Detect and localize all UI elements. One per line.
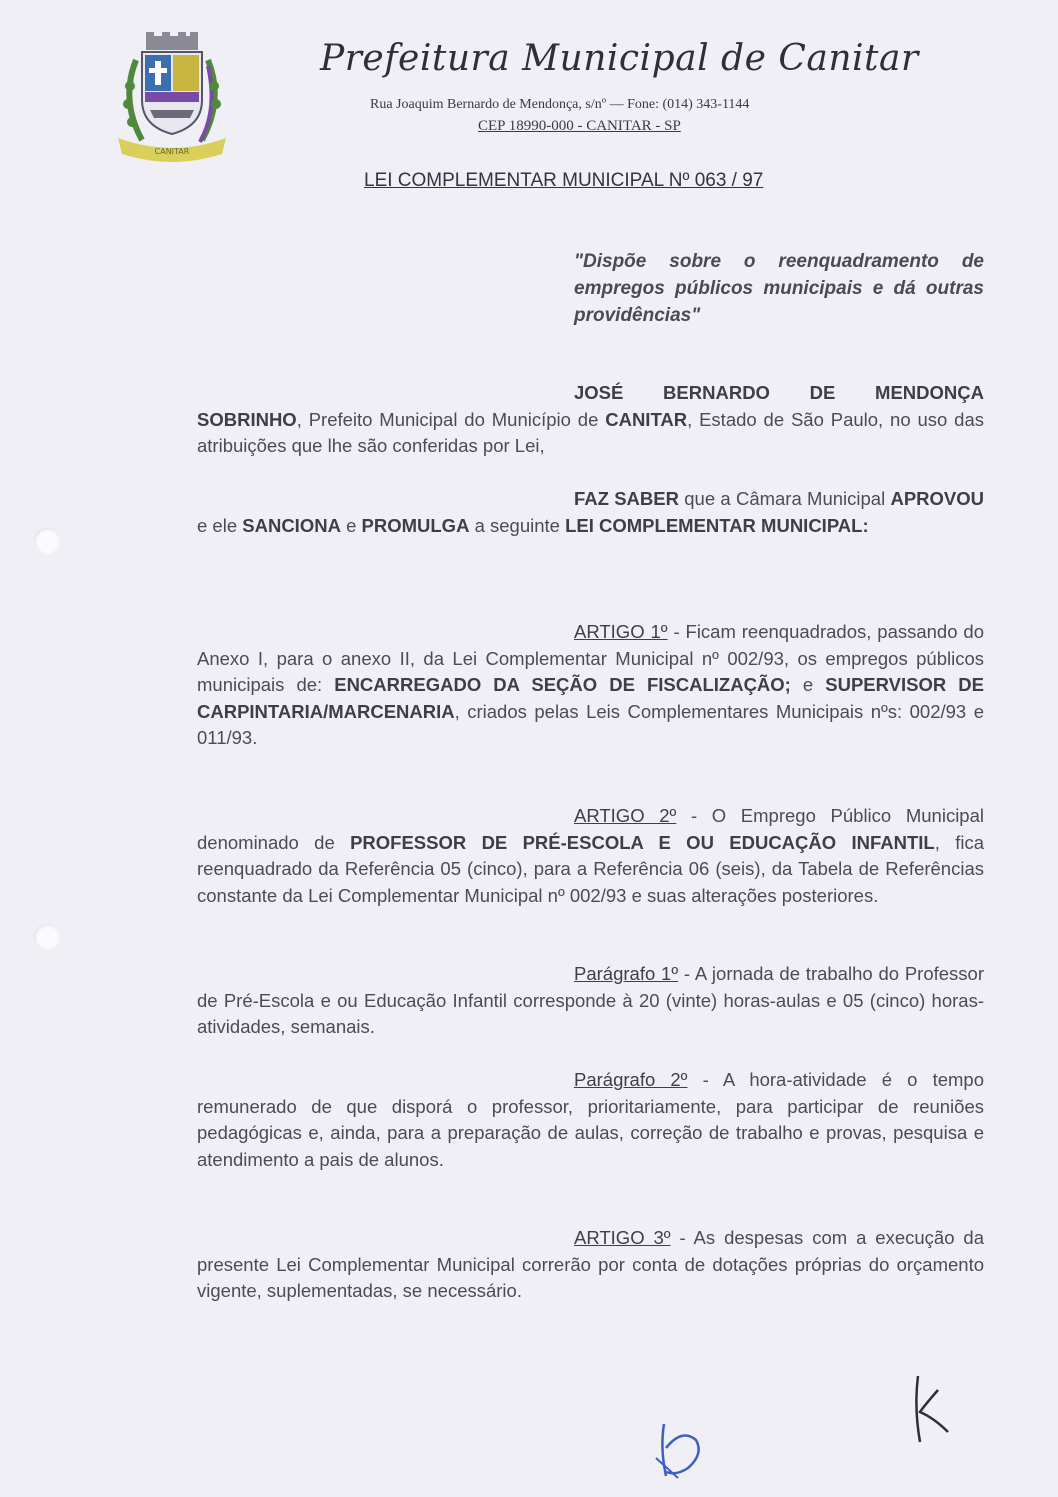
article-1 xyxy=(197,619,984,752)
org-name: Prefeitura Municipal de Canitar xyxy=(320,38,919,79)
paragraph-2-label: Parágrafo 2º xyxy=(574,1069,688,1090)
article-3-text: - As despesas com a execução da presente Lei Complementar Municipal correrão por conta de dotações próprias do orçamento vigente, suplementadas, se necessário. xyxy=(197,1227,984,1301)
article-3-label: ARTIGO 3º xyxy=(574,1227,671,1248)
article-1-text: e xyxy=(790,674,826,695)
punch-hole xyxy=(34,924,60,950)
article-2-job: PROFESSOR DE PRÉ-ESCOLA E OU EDUCAÇÃO INFANTIL xyxy=(350,831,935,853)
article-2-text: - O Emprego Público Municipal denominado de xyxy=(197,805,985,853)
enactment-text: a seguinte xyxy=(469,514,566,536)
article-2 xyxy=(197,803,984,909)
preamble-text: , Prefeito Municipal do Município de xyxy=(296,408,606,430)
enactment-lead: FAZ SABER xyxy=(574,488,679,509)
paragraph-1-label: Parágrafo 1º xyxy=(574,963,679,984)
article-3 xyxy=(197,1225,984,1305)
crest-ribbon-label: CANITAR xyxy=(154,147,190,156)
org-cep: CEP 18990-000 - CANITAR - SP xyxy=(478,118,681,134)
city-name: CANITAR xyxy=(605,408,688,430)
article-1-label: ARTIGO 1º xyxy=(574,621,668,642)
paragraph-2-text: - A hora-atividade é o tempo remunerado de que disporá o professor, prioritariamente, para participar de reuniões pedagógicas e, ainda, para a preparação de aulas, correção de trabalho e provas, pesquisa e atendimento a pais de alunos. xyxy=(197,1069,984,1170)
enactment-text: e ele xyxy=(197,514,243,536)
law-title: LEI COMPLEMENTAR MUNICIPAL Nº 063 / 97 xyxy=(364,170,764,191)
article-1-job: SUPERVISOR DE CARPINTARIA/MARCENARIA xyxy=(197,674,984,722)
handwritten-initials-icon xyxy=(908,1372,954,1446)
preamble-text: , Estado de São Paulo, no uso das atribuições que lhe são conferidas por Lei, xyxy=(197,408,984,456)
article-2-label: ARTIGO 2º xyxy=(574,805,677,826)
paragraph-2 xyxy=(197,1067,984,1173)
enactment-paragraph xyxy=(197,486,984,539)
preamble-paragraph xyxy=(197,380,984,460)
enactment-text: e xyxy=(340,514,362,536)
enactment-word: APROVOU xyxy=(890,488,984,509)
enactment-word: PROMULGA xyxy=(361,514,470,536)
article-1-job: ENCARREGADO DA SEÇÃO DE FISCALIZAÇÃO; xyxy=(334,674,791,695)
mayor-name: JOSÉ BERNARDO DE MENDONÇA SOBRINHO xyxy=(197,382,984,430)
paragraph-1-text: - A jornada de trabalho do Professor de Pré-Escola e ou Educação Infantil corresponde à 20 (vinte) horas-aulas e 05 (cinco) horas-atividades, semanais. xyxy=(197,963,984,1037)
enactment-text: que a Câmara Municipal xyxy=(678,488,891,509)
punch-hole xyxy=(34,528,60,554)
law-summary: "Dispõe sobre o reenquadramento de empregos públicos municipais e dá outras providências" xyxy=(574,251,984,326)
handwritten-initials-icon xyxy=(652,1418,708,1482)
article-2-text: , fica reenquadrado da Referência 05 (cinco), para a Referência 06 (seis), da Tabela de Referências constante da Lei Complementar Municipal nº 002/93 e suas alterações posteriores. xyxy=(197,831,984,906)
article-1-text: , criados pelas Leis Complementares Municipais nºs: 002/93 e 011/93. xyxy=(197,700,984,748)
article-1-text: - Ficam reenquadrados, passando do Anexo I, para o anexo II, da Lei Complementar Municipal nº 002/93, os empregos públicos municipais de: xyxy=(197,621,984,695)
enactment-word: SANCIONA xyxy=(242,514,341,536)
paragraph-1 xyxy=(197,961,984,1041)
org-address: Rua Joaquim Bernardo de Mendonça, s/nº — Fone: (014) 343-1144 xyxy=(370,97,750,112)
municipal-crest-icon xyxy=(112,30,232,162)
enactment-word: LEI COMPLEMENTAR MUNICIPAL: xyxy=(565,514,869,536)
